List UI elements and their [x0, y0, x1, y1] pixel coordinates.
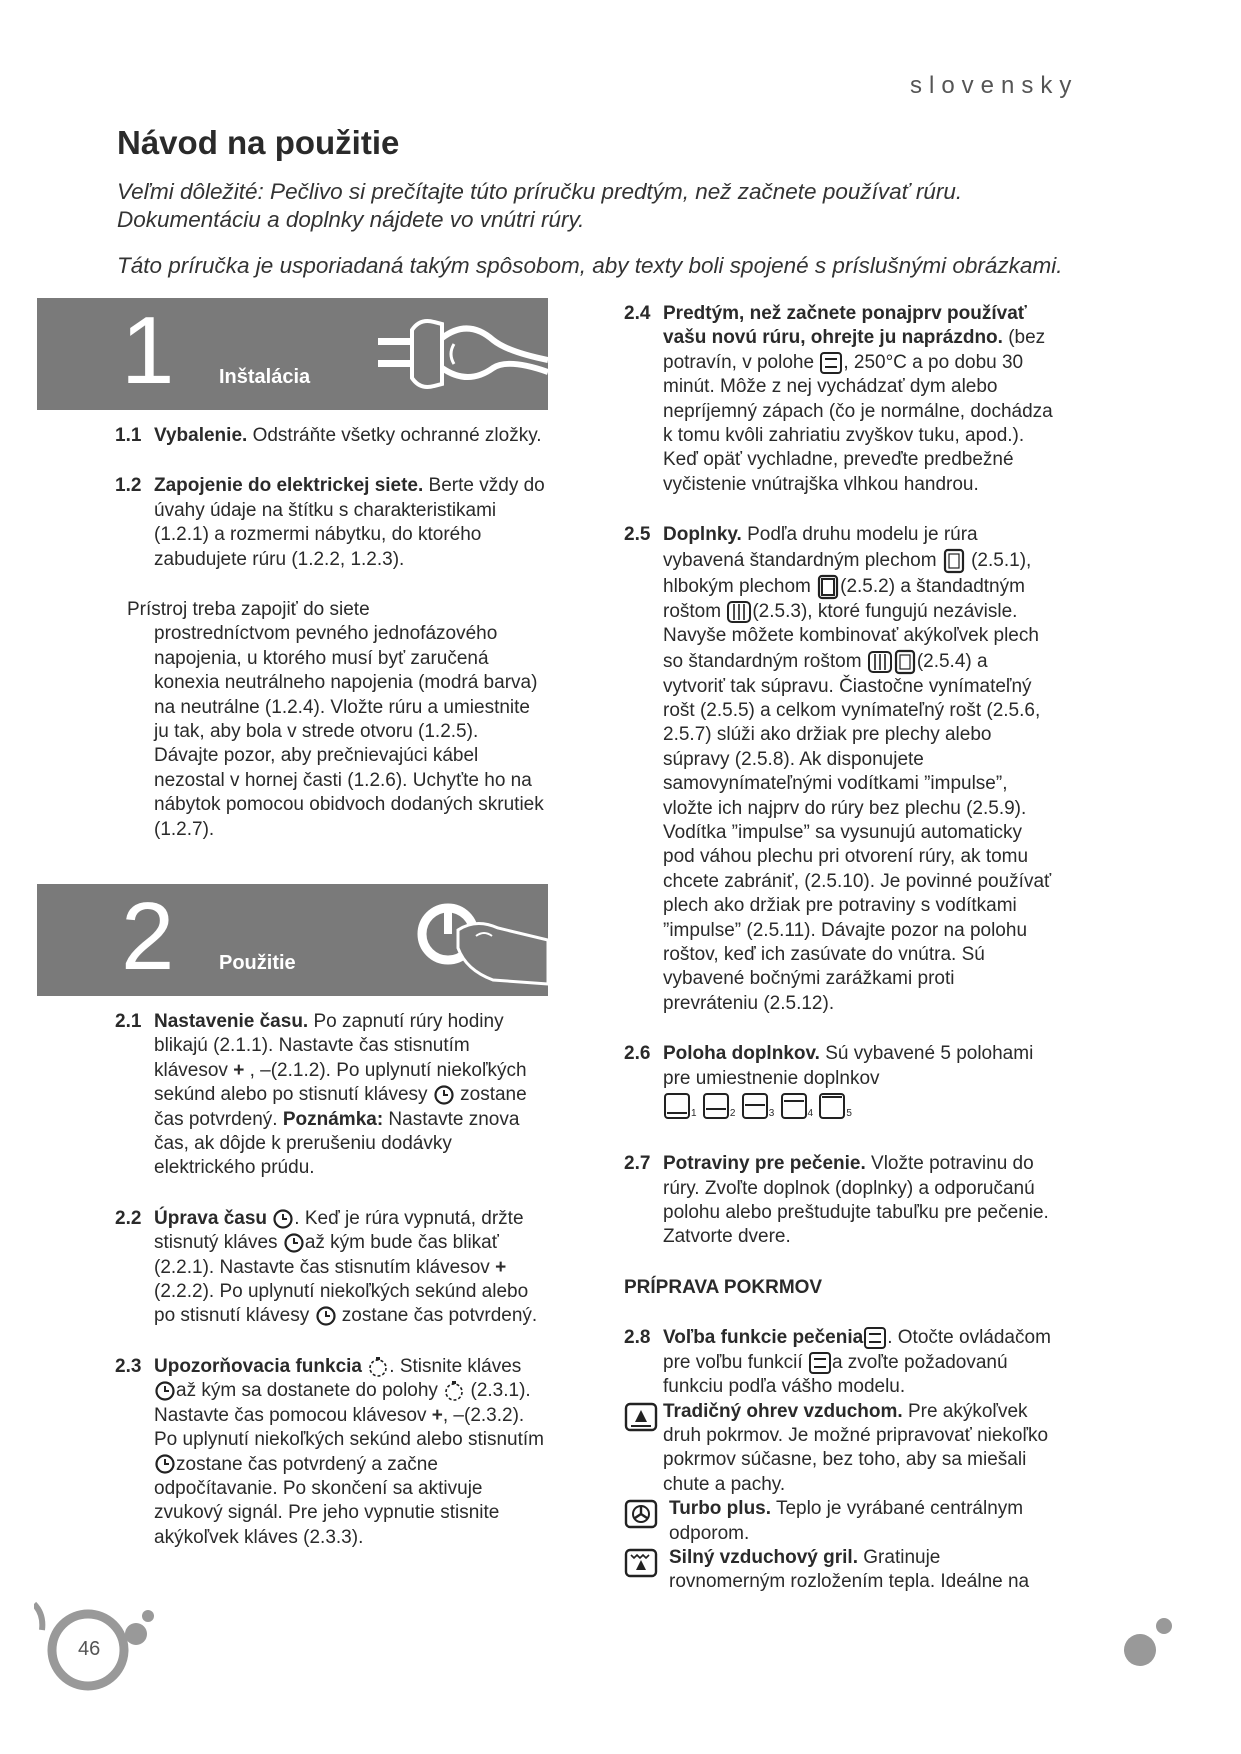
clock-icon: [433, 1084, 455, 1106]
item-2-3: 2.3 Upozorňovacia funkcia . Stisnite kláves až kým sa dostanete do polohy (2.3.1). Nastavte čas pomocou klávesov +, –(2.3.2). Po uplynutí niekoľkých sekúnd alebo stisnutím zostane čas potvrdený a začne odpočítavanie. Po skončení sa aktivuje zvukový signál. Pre jeho vypnutie stisnite akýkoľvek kláves (2.3.3).: [115, 1355, 544, 1548]
installation-text: [115, 424, 545, 842]
shelf-position-icons: $_1$ $_2$ $_3$ $_4$ $_5$: [663, 1095, 852, 1116]
clock-icon: [154, 1380, 176, 1402]
function-traditional-fan: Tradičný ohrev vzduchom. Pre akýkoľvek druh pokrmov. Je možné pripravovať niekoľko pokrmov súčasne, bez toho, aby sa miešali chute a pachy.: [624, 1400, 1054, 1498]
language-label: slovensky: [910, 72, 1079, 99]
item-2-7: 2.7 Potraviny pre pečenie. Vložte potravinu do rúry. Zvoľte doplnok (doplnky) a odporučanú polohu alebo preštudujte tabuľku pre pečenie. Zatvorte dvere.: [624, 1153, 1049, 1248]
function-turbo-plus: Turbo plus. Teplo je vyrábané centrálnym odporom.: [624, 1497, 1054, 1546]
section-banner-installation: [37, 298, 548, 410]
function-selector-icon: [863, 1326, 887, 1350]
function-strong-fan-grill: Silný vzduchový gril. Gratinuje rovnomerným rozložením tepla. Ideálne na: [624, 1546, 1054, 1595]
baking-tray-icon: [942, 548, 966, 574]
item-2-4: 2.4 Predtým, než začnete ponajprv používať vašu novú rúru, ohrejte ju naprázdno. (bez potravín, v polohe , 250°C a po dobu 30 minút. Môže z nej vychádzať dym alebo nepríjemný zápach (čo je normálne, dochádza k tomu kvôli zahriatiu zvyškov tuku, apod.). Keď opäť vychladne, preveďte predbežné vyčistenie vnútrajška vlhkou handrou.: [624, 303, 1053, 495]
alarm-bell-icon: [443, 1380, 465, 1402]
section-heading-food-preparation: PRÍPRAVA POKRMOV: [624, 1276, 823, 1298]
function-selector-icon: [808, 1351, 832, 1375]
page-number: 46: [78, 1638, 101, 1660]
clock-icon: [283, 1232, 305, 1254]
item-2-6: 2.6 Poloha doplnkov. Sú vybavené 5 polohami pre umiestnenie doplnkov $_1$ $_2$ $_3$ $_4$ $_5$: [624, 1042, 1054, 1126]
clock-icon: [315, 1305, 337, 1327]
shelf-position-3-icon: [741, 1091, 769, 1121]
decorative-dots: [1118, 1610, 1178, 1670]
item-1-1: 1.1 Vybalenie. Odstráňte všetky ochranné zložky.: [115, 425, 542, 446]
alarm-bell-icon: [367, 1356, 389, 1378]
page-title: Návod na použitie: [117, 124, 400, 161]
plug-icon: [368, 298, 548, 410]
top-bottom-heat-icon: [819, 351, 843, 375]
item-1-2: 1.2 Zapojenie do elektrickej siete. Berte vždy do úvahy údaje na štítku s charakteristikami (1.2.1) a rozmermi nábytku, do ktorého zabudujete rúru (1.2.2, 1.2.3).: [115, 475, 545, 570]
turbo-fan-icon: [624, 1499, 658, 1529]
deep-tray-icon: [816, 574, 840, 600]
wire-rack-icon: [726, 600, 752, 624]
item-2-8: 2.8 Voľba funkcie pečenia . Otočte ovládačom pre voľbu funkcií a zvoľte požadovanú funkciu podľa vášho modelu.: [624, 1327, 1051, 1398]
usage-text-left: [115, 1010, 545, 1550]
wire-rack-icon: [867, 650, 893, 674]
fan-grill-icon: [624, 1548, 658, 1578]
section-number: 1: [121, 298, 175, 404]
usage-text-right: [624, 302, 1054, 1595]
item-2-2: 2.2 Úprava času . Keď je rúra vypnutá, držte stisnutý kláves až kým bude čas blikať (2.2.1). Nastavte čas stisnutím klávesov + (2.2.2). Po uplynutí niekoľkých sekúnd alebo po stisnutí klávesy zostane čas potvrdený.: [115, 1207, 538, 1327]
section-number: 2: [121, 884, 175, 990]
section-label: Použitie: [219, 952, 296, 974]
shelf-position-1-icon: [663, 1091, 691, 1121]
baking-tray-icon: [893, 649, 917, 675]
shelf-position-4-icon: [780, 1091, 808, 1121]
shelf-position-5-icon: [818, 1091, 846, 1121]
clock-icon: [154, 1453, 176, 1475]
intro-important: Veľmi dôležité: Pečlivo si prečítajte túto príručku predtým, než začnete používať rúru. Dokumentáciu a doplnky nájdete vo vnútri rúry.: [117, 179, 963, 232]
intro-structure: Táto príručka je usporiadaná takým spôsobom, aby texty boli spojené s príslušnými obrázkami.: [117, 253, 1063, 278]
fan-heating-icon: [624, 1402, 658, 1432]
item-1-2-connection: Prístroj treba zapojiť do siete prostredníctvom pevného jednofázového napojenia, u ktorého musí byť zaručená konexia neutrálneho napojenia (modrá barva) na neutrálne (1.2.4). Vložte rúru a umiestnite ju tak, aby bola v strede otvoru (1.2.5). Dávajte pozor, aby prečnievajúci kábel nezostal v hornej časti (1.2.6). Uchyťte ho na nábytok pomocou obidvoch dodaných skrutiek (1.2.7).: [127, 599, 544, 840]
clock-icon: [272, 1208, 294, 1230]
section-banner-usage: [37, 884, 548, 996]
shelf-position-2-icon: [702, 1091, 730, 1121]
item-2-5: 2.5 Doplnky. Podľa druhu modelu je rúra vybavená štandardným plechom (2.5.1), hlbokým plechom (2.5.2) a štandadtným roštom (2.5.3), ktoré fungujú nezávisle. Navyše môžete kombinovať akýkoľvek plech so štandardným roštom (2.5.4) a vytvoriť tak súpravu. Čiastočne vynímateľný rošt (2.5.5) a celkom vynímateľný rošt (2.5.6, 2.5.7) slúži ako držiak pre plechy alebo súpravy (2.5.8). Ak disponujete samovynímateľnými vodítkami ”impulse”, vložte ich najprv do rúry bez plechu (2.5.9). Vodítka ”impulse” sa vysunujú automaticky pod váhou plechu pri otvorení rúry, ak tomu chcete zabrániť, (2.5.10). Je povinné používať plech ako držiak pre potraviny s vodítkami ”impulse” (2.5.11). Dávajte pozor na polohu roštov, keď ich zasúvate do vnútra. Sú vybavené bočnými zarážkami proti prevráteniu (2.5.12).: [624, 524, 1052, 1014]
item-2-1: 2.1 Nastavenie času. Po zapnutí rúry hodiny blikajú (2.1.1). Nastavte čas stisnutím klávesov + , –(2.1.2). Po uplynutí niekoľkých sekúnd alebo po stisnutí klávesy zostane čas potvrdený. Poznámka: Nastavte znova čas, ak dôjde k prerušeniu dodávky elektrického prúdu.: [115, 1011, 527, 1179]
knob-finger-icon: [388, 884, 548, 996]
section-label: Inštalácia: [219, 366, 311, 388]
